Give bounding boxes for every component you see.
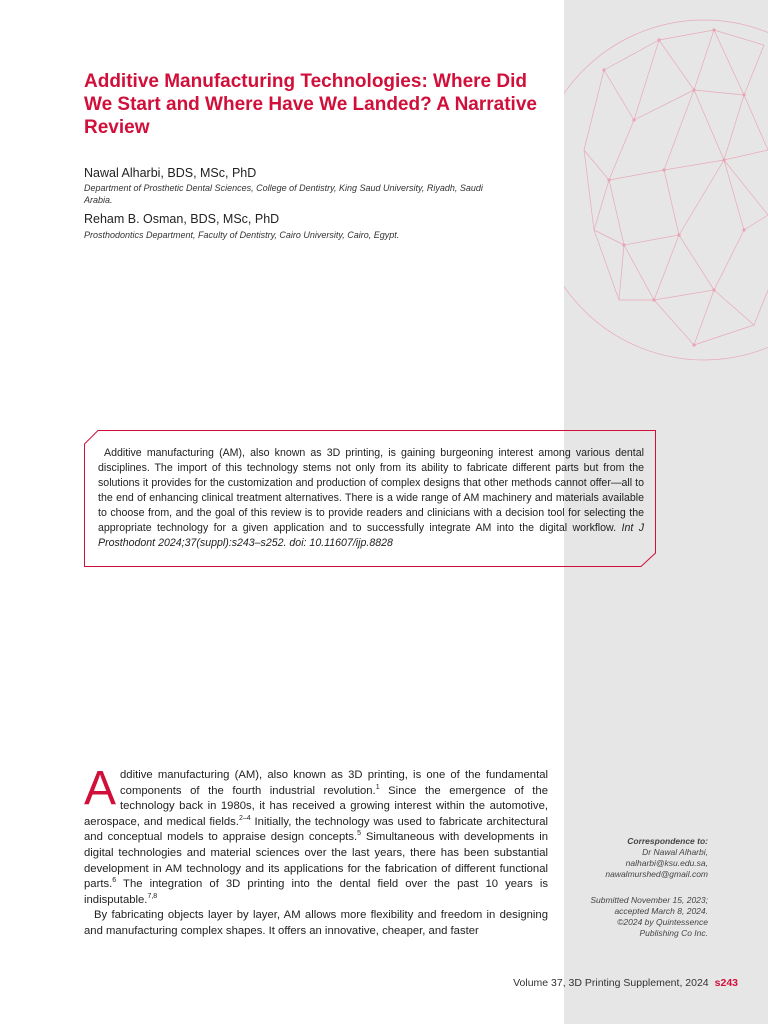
drop-cap: A — [84, 762, 117, 815]
author-name: Nawal Alharbi, BDS, MSc, PhD — [84, 166, 257, 180]
article-title: Additive Manufacturing Technologies: Where Did We Start and Where Have We Landed? A Narrative Review — [84, 71, 537, 138]
body-sentence: Since the emergence of the technology back in 1980s, it has received a growing interest within the automotive, aerospace, and medical fields. — [84, 784, 548, 828]
body-sentence: Initially, the technology was used to fabricate architectural and conceptual models to appraise design concepts. — [84, 815, 548, 844]
author-affiliation: Prosthodontics Department, Faculty of Dentistry, Cairo University, Cairo, Egypt. — [84, 230, 400, 240]
abstract-text — [98, 446, 644, 551]
body-text — [84, 762, 548, 951]
abstract-body: Additive manufacturing (AM), also known as 3D printing, is gaining burgeoning interest among various dental disciplines. The import of this technology stems not only from its ability to fabricate different parts but from the solutions it provides for the customization and production of complex designs that other methods cannot offer—all to the end of enhancing clinical treatment alternatives. There is a wide range of AM machinery and materials available to choose from, and the goal of this review is to provide readers and clinicians with a decision tool for selecting the appropriate technology for a given application and to successfully integrate AM into the digital workflow. — [98, 447, 644, 534]
abstract-box — [84, 430, 656, 567]
page-footer — [513, 977, 738, 989]
journal-info: Volume 37, 3D Printing Supplement, 2024 — [513, 977, 709, 989]
copyright-line: ©2024 by Quintessence — [617, 917, 708, 927]
submission-info — [564, 895, 708, 939]
reference-citation[interactable]: 6 — [112, 877, 117, 885]
correspondence-email[interactable]: nalharbi@ksu.edu.sa, — [625, 858, 708, 868]
correspondence-block — [564, 836, 708, 880]
reference-citation[interactable]: 1 — [375, 783, 380, 791]
body-sentence: The integration of 3D printing into the dental field over the past 10 years is indisputable. — [84, 878, 548, 906]
body-sentence: Simultaneous with developments in digital technologies and material sciences over the last years, there has been substantial development in AM technology and its applications for the fabrication of different functional parts. — [84, 831, 548, 891]
submitted-date: Submitted November 15, 2023; — [590, 895, 708, 905]
author-name: Reham B. Osman, BDS, MSc, PhD — [84, 212, 280, 226]
body-sentence: dditive manufacturing (AM), also known as 3D printing, is one of the fundamental components of the fourth industrial revolution. — [120, 769, 548, 797]
geodesic-sphere-graphic — [564, 0, 768, 380]
paragraph — [84, 762, 548, 908]
reference-citation[interactable]: 5 — [357, 830, 362, 838]
reference-citation[interactable]: 2–4 — [238, 815, 251, 823]
abstract-citation: Int J Prosthodont 2024;37(suppl):s243–s252. doi: 10.11607/ijp.8828 — [98, 522, 644, 549]
publisher-line: Publishing Co Inc. — [639, 928, 708, 938]
page-number: s243 — [714, 977, 738, 989]
accepted-date: accepted March 8, 2024. — [614, 906, 708, 916]
correspondence-name: Dr Nawal Alharbi, — [642, 847, 708, 857]
author-affiliation: Department of Prosthetic Dental Sciences, College of Dentistry, King Saud University, Riyadh, Saudi Arabia. — [84, 183, 483, 205]
paragraph: By fabricating objects layer by layer, AM allows more flexibility and freedom in designing and manufacturing complex shapes. It offers an innovative, cheaper, and faster — [84, 909, 548, 937]
correspondence-label: Correspondence to: — [627, 836, 708, 846]
correspondence-email[interactable]: nawalmurshed@gmail.com — [605, 869, 708, 879]
reference-citation[interactable]: 7,8 — [147, 892, 158, 900]
